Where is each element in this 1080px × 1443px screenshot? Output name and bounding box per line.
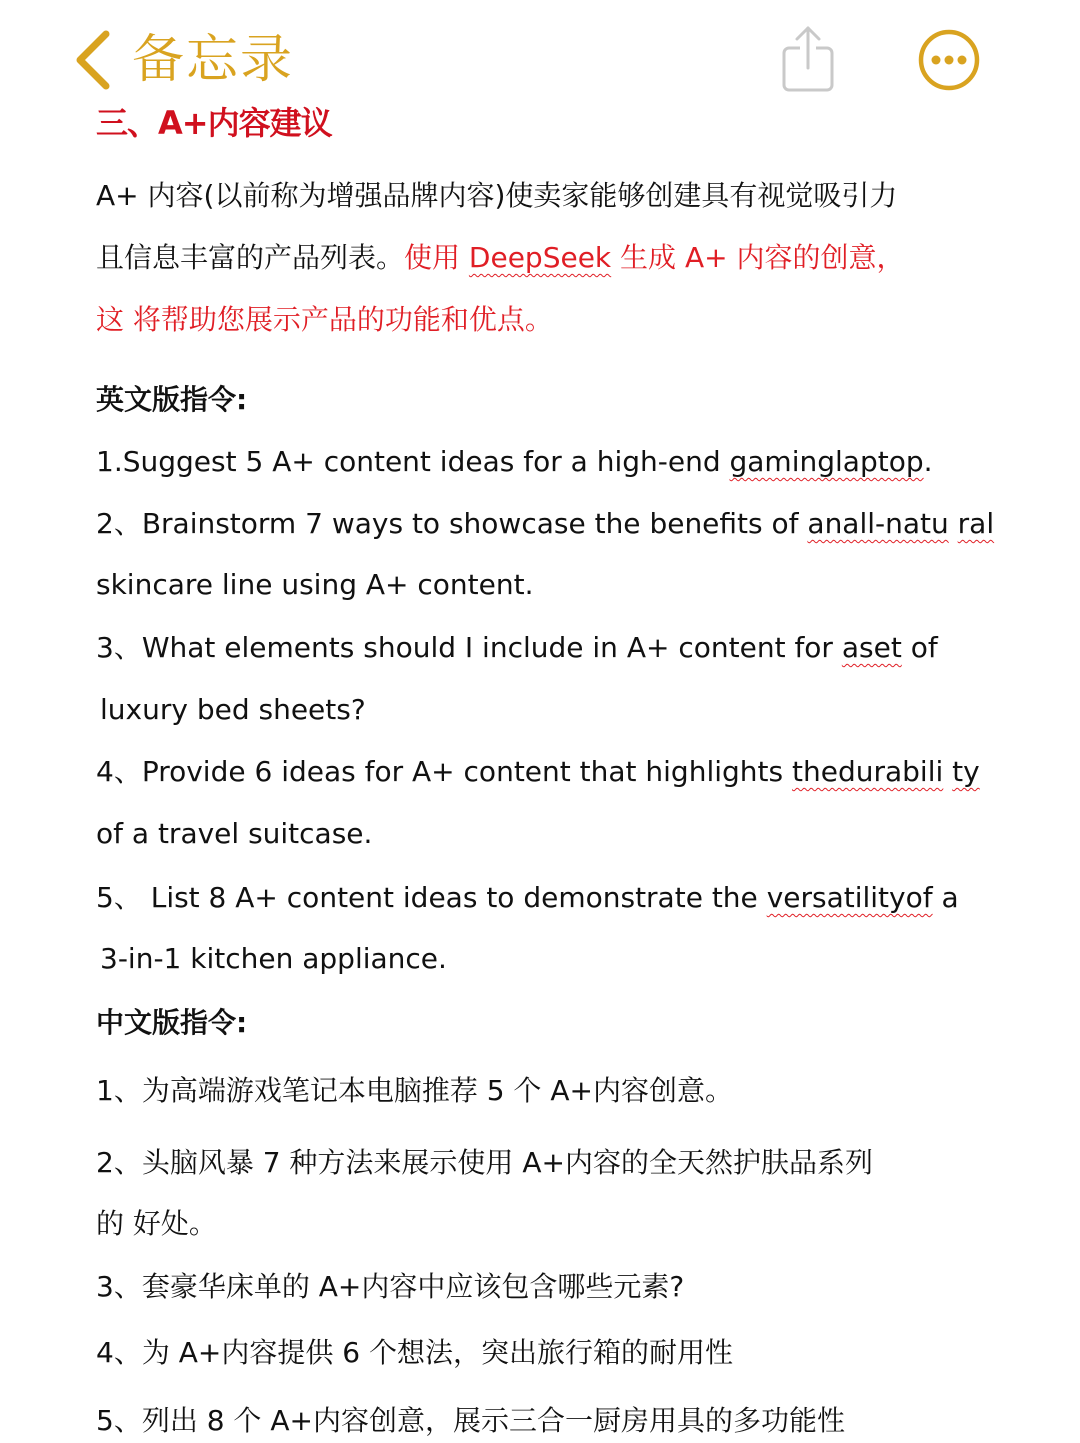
item-text — [949, 507, 958, 540]
chinese-item-5: 5、列出 8 个 A+内容创意，展示三合一厨房用具的多功能性 — [96, 1404, 845, 1437]
spellcheck-word: DeepSeek — [468, 241, 612, 274]
chinese-item-2: 2、头脑风暴 7 种方法来展示使用 A+内容的全天然护肤品系列 — [96, 1146, 873, 1179]
spellcheck-word: ral — [957, 507, 995, 540]
item-text: 3、What elements should I include in A+ content for — [96, 631, 842, 664]
spellcheck-word: anall-natu — [807, 507, 949, 540]
item-text — [943, 755, 952, 788]
item-text: 4、Provide 6 ideas for A+ content that highlights — [96, 755, 792, 788]
chinese-item-4: 4、为 A+内容提供 6 个想法，突出旅行箱的耐用性 — [96, 1336, 733, 1369]
chinese-item-1: 1、为高端游戏笔记本电脑推荐 5 个 A+内容创意。 — [96, 1074, 733, 1107]
more-button[interactable] — [917, 28, 981, 92]
english-item-4-cont: of a travel suitcase. — [96, 817, 373, 850]
highlight-text: 生成 A+ 内容的创意， — [611, 241, 905, 274]
english-item-5-cont: 3-in-1 kitchen appliance. — [100, 942, 447, 975]
back-label: 备忘录 — [132, 30, 295, 90]
spellcheck-word: versatilityof — [766, 881, 933, 914]
spellcheck-word: ty — [952, 755, 980, 788]
spellcheck-word: gaminglaptop — [729, 445, 924, 478]
navigation-bar — [0, 0, 1080, 110]
chinese-heading: 中文版指令: — [96, 1006, 248, 1039]
intro-line-3: 这 将帮助您展示产品的功能和优点。 — [96, 303, 553, 336]
share-button[interactable] — [778, 24, 838, 94]
item-text: 5、 List 8 A+ content ideas to demonstrate the — [96, 881, 767, 914]
item-text: of — [901, 631, 938, 664]
chinese-item-3: 3、套豪华床单的 A+内容中应该包含哪些元素? — [96, 1270, 685, 1303]
highlight-text: 使用 — [404, 241, 469, 274]
english-item-2-cont: skincare line using A+ content. — [96, 568, 534, 601]
english-heading: 英文版指令: — [96, 383, 248, 416]
english-item-4 — [96, 752, 980, 792]
english-item-3-cont: luxury bed sheets? — [100, 693, 366, 726]
more-icon — [917, 28, 981, 92]
english-item-1 — [96, 442, 933, 482]
intro-text: 且信息丰富的产品列表。 — [96, 241, 405, 274]
intro-line-2 — [96, 238, 904, 278]
english-item-2 — [96, 504, 994, 544]
chevron-left-icon — [74, 30, 112, 90]
english-item-5 — [96, 878, 959, 918]
intro-line-1: A+ 内容(以前称为增强品牌内容)使卖家能够创建具有视觉吸引力 — [96, 179, 898, 212]
share-icon — [778, 24, 838, 94]
item-text: 1.Suggest 5 A+ content ideas for a high-end — [96, 445, 730, 478]
spellcheck-word: aset — [841, 631, 902, 664]
section-title: 三、A+内容建议 — [96, 104, 332, 142]
item-text: 2、Brainstorm 7 ways to showcase the benefits of — [96, 507, 808, 540]
spellcheck-word: thedurabili — [792, 755, 944, 788]
chinese-item-2-cont: 的 好处。 — [96, 1207, 217, 1240]
english-item-3 — [96, 628, 938, 668]
item-text: . — [923, 445, 933, 478]
item-text: a — [932, 881, 959, 914]
back-button[interactable] — [74, 22, 294, 98]
